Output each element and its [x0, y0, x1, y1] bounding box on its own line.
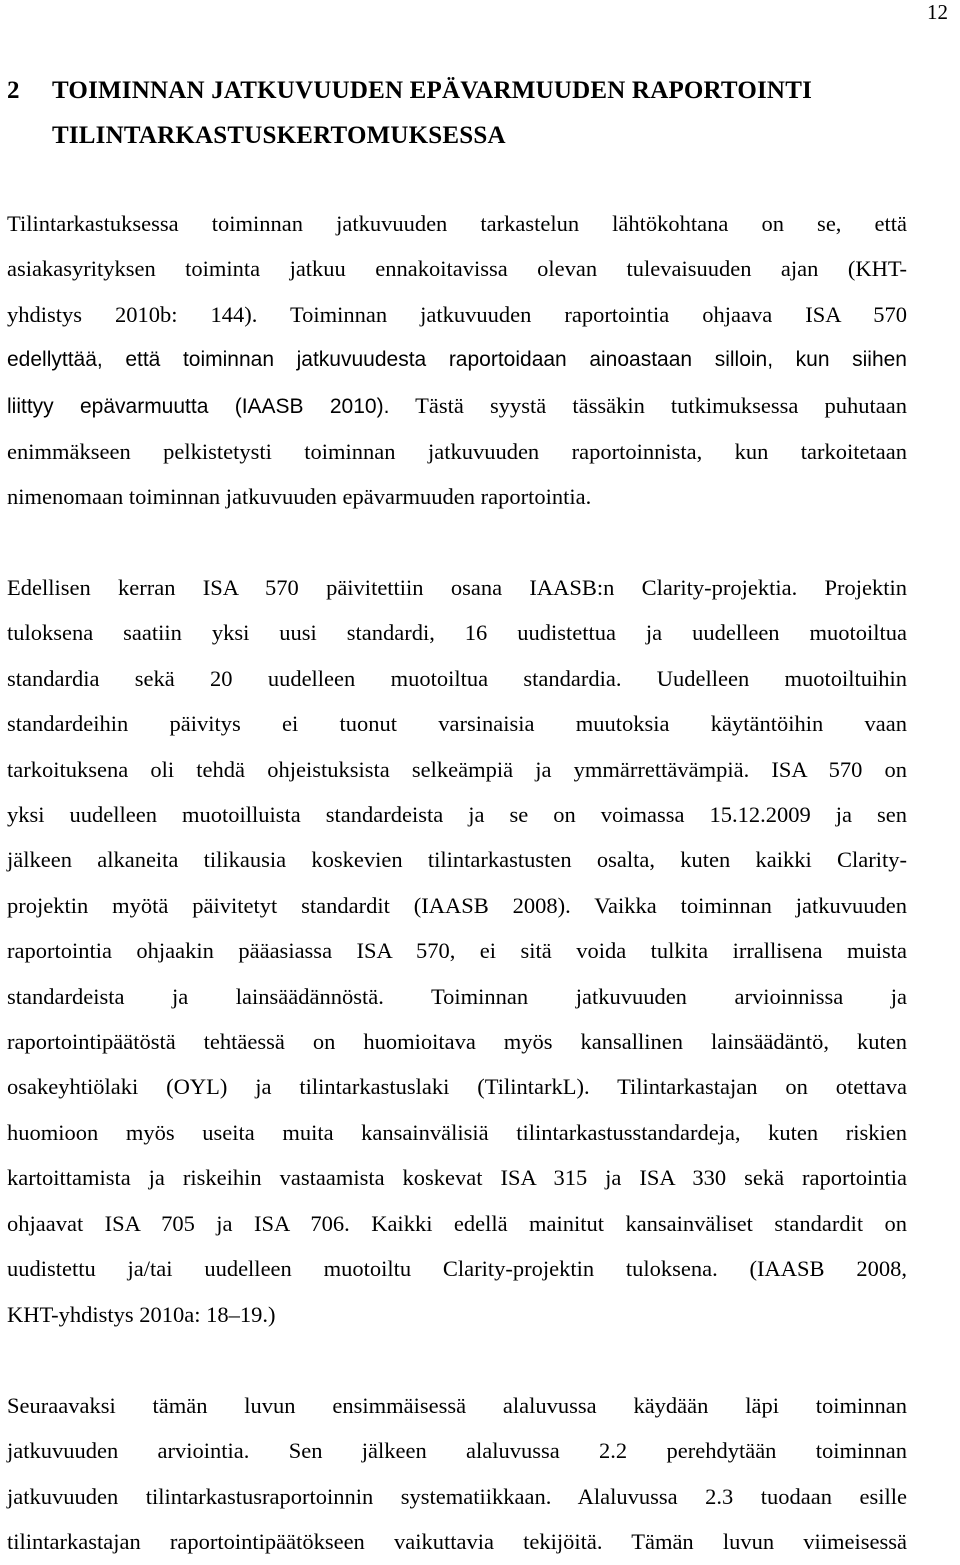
paragraph-1-line-4: edellyttää, että toiminnan jatkuvuudesta raportoidaan ainoastaan silloin, kun siihen	[7, 348, 907, 372]
paragraph-1-line-3-a: yhdistys 2010b: 144).	[7, 301, 258, 327]
paragraph-1-line-1: Tilintarkastuksessa toiminnan jatkuvuuden tarkastelun lähtökohtana on se, että	[7, 211, 907, 236]
paragraph-1-line-7: nimenomaan toiminnan jatkuvuuden epävarmuuden raportointia.	[7, 484, 592, 510]
paragraph-2-line-8: projektin myötä päivitetyt standardit (IAASB 2008). Vaikka toiminnan jatkuvuuden	[7, 892, 907, 918]
paragraph-2-line-13: huomioon myös useita muita kansainvälisiä tilintarkastusstandardeja, kuten riskien	[7, 1119, 907, 1145]
paragraph-2-line-11: raportointipäätöstä tehtäessä on huomioitava myös kansallinen lainsäädäntö, kuten	[7, 1029, 907, 1055]
paragraph-1-line-5-b: Tästä syystä tässäkin tutkimuksessa puhutaan	[389, 392, 908, 418]
paragraph-1-line-5-a: liittyy epävarmuutta (IAASB 2010).	[7, 394, 390, 418]
paragraph-2-line-16: uudistettu ja/tai uudelleen muotoiltu Clarity-projektin tuloksena. (IAASB 2008,	[7, 1256, 907, 1282]
paragraph-2-line-3: standardia sekä 20 uudelleen muotoiltua standardia. Uudelleen muotoiltuihin	[7, 665, 907, 691]
paragraph-3-line-2: jatkuvuuden arviointia. Sen jälkeen alaluvussa 2.2 perehdytään toiminnan	[7, 1438, 907, 1464]
paragraph-2	[7, 565, 907, 1337]
paragraph-2-line-9: raportointia ohjaakin pääasiassa ISA 570, ei sitä voida tulkita irrallisena muista	[7, 938, 907, 964]
heading-text-line-1: TOIMINNAN JATKUVUUDEN EPÄVARMUUDEN RAPORTOINTI	[52, 77, 812, 104]
chapter-heading	[7, 68, 917, 158]
paragraph-3-line-3: jatkuvuuden tilintarkastusraportoinnin systematiikkaan. Alaluvussa 2.3 tuodaan esille	[7, 1483, 907, 1509]
paragraph-2-line-17: KHT-yhdistys 2010a: 18–19.)	[7, 1301, 276, 1327]
chapter-number: 2	[7, 77, 20, 104]
heading-line-2	[7, 113, 917, 158]
paragraph-3-line-4: tilintarkastajan raportointipäätökseen vaikuttavia tekijöitä. Tämän luvun viimeisessä	[7, 1529, 907, 1555]
paragraph-1-line-2: asiakasyrityksen toiminta jatkuu ennakoitavissa olevan tulevaisuuden ajan (KHT-	[7, 256, 907, 282]
heading-text-line-2: TILINTARKASTUSKERTOMUKSESSA	[52, 122, 506, 149]
paragraph-1-line-3-b: Toiminnan jatkuvuuden raportointia ohjaava ISA 570	[257, 301, 907, 327]
paragraph-2-line-5: tarkoituksena oli tehdä ohjeistuksista selkeämpiä ja ymmärrettävämpiä. ISA 570 on	[7, 756, 907, 782]
paragraph-1-line-6: enimmäkseen pelkistetysti toiminnan jatkuvuuden raportoinnista, kun tarkoitetaan	[7, 439, 907, 465]
paragraph-1	[7, 201, 907, 520]
paragraph-2-line-2: tuloksena saatiin yksi uusi standardi, 16 uudistettua ja uudelleen muotoiltua	[7, 620, 907, 646]
paragraph-2-line-6: yksi uudelleen muotoilluista standardeista ja se on voimassa 15.12.2009 ja sen	[7, 802, 907, 828]
paragraph-2-line-12: osakeyhtiölaki (OYL) ja tilintarkastuslaki (TilintarkL). Tilintarkastajan on otettava	[7, 1074, 907, 1100]
paragraph-3-line-1: Seuraavaksi tämän luvun ensimmäisessä alaluvussa käydään läpi toiminnan	[7, 1393, 907, 1418]
heading-line-1	[7, 68, 917, 113]
paragraph-2-line-1: Edellisen kerran ISA 570 päivitettiin osana IAASB:n Clarity-projektia. Projektin	[7, 575, 907, 600]
paragraph-2-line-10: standardeista ja lainsäädännöstä. Toiminnan jatkuvuuden arvioinnissa ja	[7, 983, 907, 1009]
paragraph-1-line-3	[7, 292, 907, 337]
paragraph-2-line-14: kartoittamista ja riskeihin vastaamista koskevat ISA 315 ja ISA 330 sekä raportointia	[7, 1165, 907, 1191]
paragraph-1-line-5	[7, 383, 907, 429]
paragraph-3	[7, 1383, 907, 1565]
paragraph-2-line-15: ohjaavat ISA 705 ja ISA 706. Kaikki edellä mainitut kansainväliset standardit on	[7, 1210, 907, 1236]
page-number: 12	[927, 0, 948, 24]
paragraph-2-line-4: standardeihin päivitys ei tuonut varsinaisia muutoksia käytäntöihin vaan	[7, 711, 907, 737]
paragraph-2-line-7: jälkeen alkaneita tilikausia koskevien tilintarkastusten osalta, kuten kaikki Clarity-	[7, 847, 907, 873]
